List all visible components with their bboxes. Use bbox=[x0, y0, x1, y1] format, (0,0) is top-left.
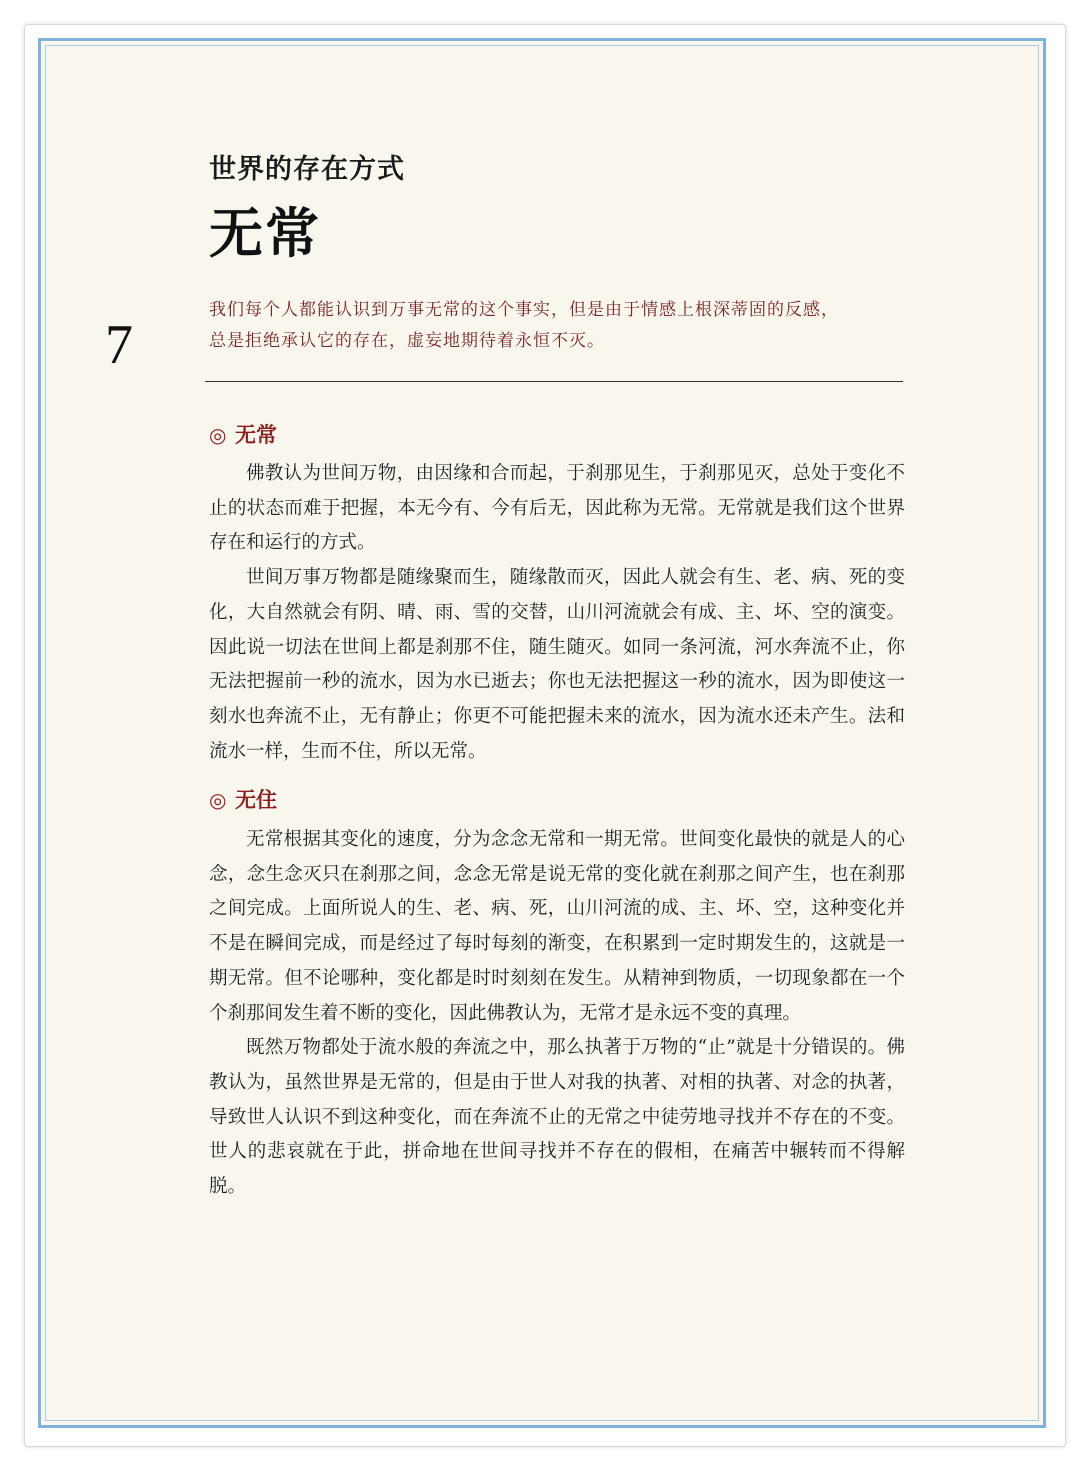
chapter-intro bbox=[209, 295, 909, 357]
divider-line bbox=[205, 381, 903, 382]
intro-line: 总是拒绝承认它的存在，虚妄地期待着永恒不灭。 bbox=[209, 331, 605, 351]
paragraph: 佛教认为世间万物，由因缘和合而起，于刹那见生，于刹那见灭，总处于变化不止的状态而难于把握，本无今有、今有后无，因此称为无常。无常就是我们这个世界存在和运行的方式。 bbox=[209, 463, 905, 554]
section-heading-label: 无常 bbox=[235, 423, 277, 447]
intro-line: 我们每个人都能认识到万事无常的这个事实，但是由于情感上根深蒂固的反感， bbox=[209, 300, 839, 320]
paragraph: 无常根据其变化的速度，分为念念无常和一期无常。世间变化最快的就是人的心念，念生念灭只在刹那之间，念念无常是说无常的变化就在刹那之间产生，也在刹那之间完成。上面所说人的生、老、病、死，山川河流的成、主、坏、空，这种变化并不是在瞬间完成，而是经过了每时每刻的渐变，在积累到一定时期发生的，这就是一期无常。但不论哪种，变化都是时时刻刻在发生。从精神到物质，一切现象都在一个个刹那间发生着不断的变化，因此佛教认为，无常才是永远不变的真理。 bbox=[209, 829, 905, 1024]
chapter-subtitle: 世界的存在方式 bbox=[209, 154, 405, 185]
book-page bbox=[38, 38, 1046, 1428]
section-heading-wuzhu bbox=[209, 784, 277, 814]
section-heading-label: 无住 bbox=[235, 788, 277, 812]
bullseye-icon: ◎ bbox=[209, 788, 227, 812]
bullseye-icon: ◎ bbox=[209, 423, 227, 447]
section-body-wuzhu bbox=[209, 823, 905, 1205]
section-body-wuchang bbox=[209, 457, 905, 769]
paragraph: 世间万事万物都是随缘聚而生，随缘散而灭，因此人就会有生、老、病、死的变化，大自然就会有阴、晴、雨、雪的交替，山川河流就会有成、主、坏、空的演变。因此说一切法在世间上都是刹那不住，随生随灭。如同一条河流，河水奔流不止，你无法把握前一秒的流水，因为水已逝去；你也无法把握这一秒的流水，因为即使这一刻水也奔流不止，无有静止；你更不可能把握未来的流水，因为流水还未产生。法和流水一样，生而不住，所以无常。 bbox=[209, 567, 905, 762]
chapter-title: 无常 bbox=[209, 201, 321, 265]
chapter-number: 7 bbox=[105, 314, 133, 376]
paragraph: 既然万物都处于流水般的奔流之中，那么执著于万物的“止”就是十分错误的。佛教认为，虽然世界是无常的，但是由于世人对我的执著、对相的执著、对念的执著，导致世人认识不到这种变化，而在奔流不止的无常之中徒劳地寻找并不存在的不变。世人的悲哀就在于此，拼命地在世间寻找并不存在的假相，在痛苦中辗转而不得解脱。 bbox=[209, 1037, 905, 1198]
section-heading-wuchang bbox=[209, 419, 277, 449]
